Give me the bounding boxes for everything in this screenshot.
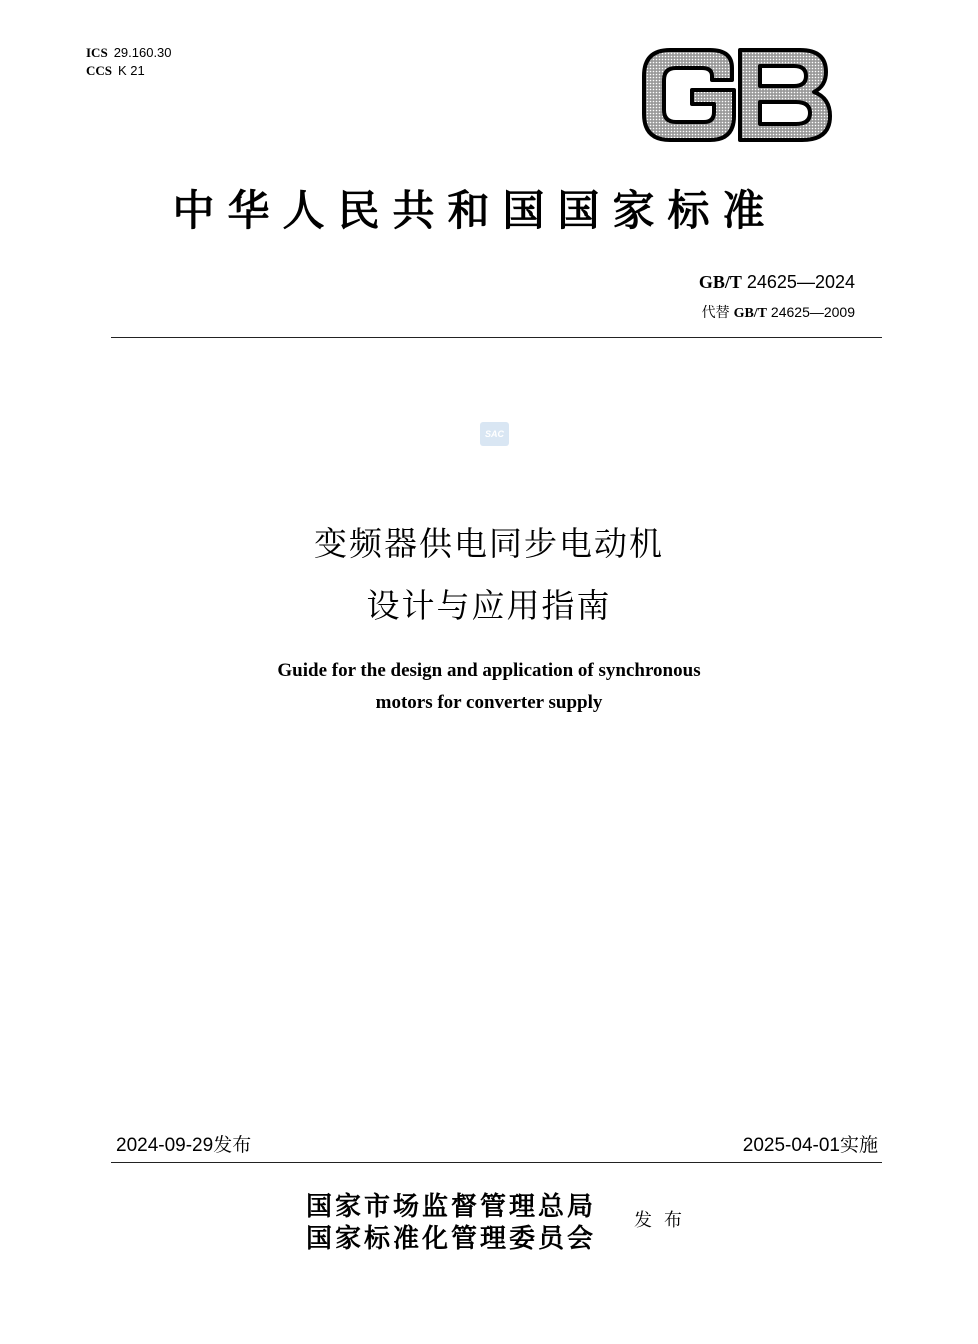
issuer-line2: 国家标准化管理委员会 [306, 1224, 597, 1254]
ccs-code [86, 62, 172, 80]
standard-number [699, 272, 855, 293]
sac-watermark-icon: SAC [480, 422, 509, 446]
replaces-prefix: GB/T [733, 306, 768, 321]
ccs-value: K 21 [118, 63, 145, 78]
title-en-line2: motors for converter supply [375, 692, 603, 713]
issue-date-label: 发布 [213, 1134, 252, 1156]
national-standard-title: 中华人民共和国国家标准 [172, 186, 778, 235]
title-cn-line2: 设计与应用指南 [366, 586, 612, 625]
implement-date [743, 1130, 878, 1157]
bottom-divider [111, 1162, 882, 1163]
implement-date-value: 2025-04-01 [742, 1135, 840, 1156]
ics-value: 29.160.30 [113, 45, 172, 60]
ics-code [86, 44, 172, 62]
gb-logo-text: GB [640, 31, 664, 50]
standard-number-value: 24625—2024 [746, 272, 855, 292]
ics-label: ICS [86, 45, 108, 60]
top-divider [111, 337, 882, 338]
gb-logo-icon [640, 31, 832, 144]
issue-verb: 发布 [634, 1210, 694, 1231]
replaces-label: 代替 [701, 304, 730, 320]
classification-codes [86, 44, 172, 80]
issue-date-value: 2024-09-29 [116, 1135, 214, 1156]
issuer-line1: 国家市场监督管理总局 [306, 1192, 597, 1222]
title-cn-line1: 变频器供电同步电动机 [314, 524, 664, 563]
replaces-standard [702, 302, 855, 322]
ccs-label: CCS [86, 63, 113, 78]
replaces-number: 24625—2009 [770, 304, 855, 320]
implement-date-label: 实施 [839, 1134, 878, 1156]
standard-prefix: GB/T [698, 272, 742, 292]
issue-date [116, 1130, 251, 1157]
title-en-line1: Guide for the design and application of synchronous [277, 660, 701, 681]
